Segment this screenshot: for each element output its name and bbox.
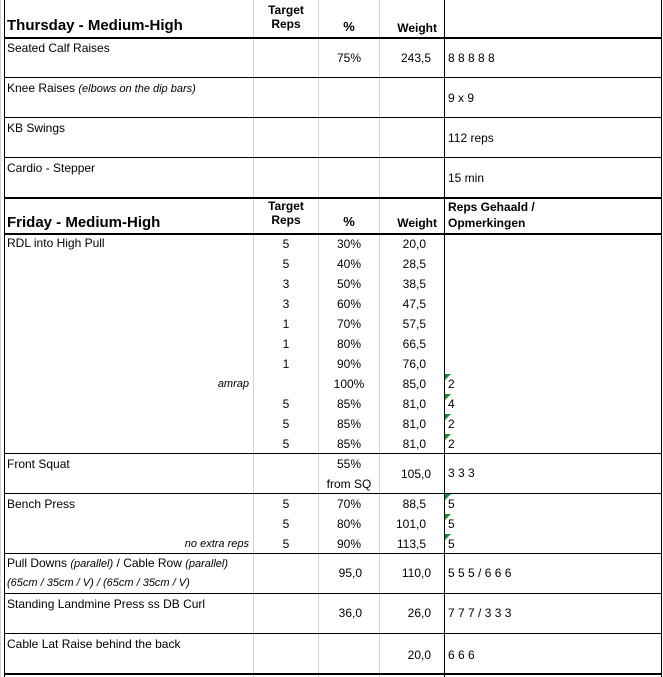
result-cell[interactable]: 2 <box>448 437 455 451</box>
result-cell[interactable]: 5 <box>448 497 455 511</box>
row-border <box>4 233 662 235</box>
exercise-name[interactable]: Bench Press <box>7 497 76 511</box>
header-target-reps: Target Reps <box>268 199 304 227</box>
column-border <box>444 0 445 677</box>
notes-cell[interactable]: 15 min <box>448 171 485 185</box>
weight-cell[interactable]: 28,5 <box>402 257 426 271</box>
reps-cell[interactable]: 5 <box>282 537 290 551</box>
comment-indicator-icon <box>445 374 451 380</box>
exercise-name-text: Pull Downs <box>7 556 68 570</box>
weight-cell[interactable]: 20,0 <box>407 648 431 662</box>
row-border <box>4 633 662 634</box>
weight-cell[interactable]: 81,0 <box>402 437 426 451</box>
weight-cell[interactable]: 113,5 <box>396 537 426 551</box>
exercise-name[interactable]: KB Swings <box>7 121 66 135</box>
pct-cell[interactable]: 80% <box>336 337 362 351</box>
header-weight: Weight <box>397 21 437 35</box>
comment-indicator-icon <box>445 414 451 420</box>
exercise-name[interactable] <box>7 81 196 96</box>
exercise-name[interactable]: Cardio - Stepper <box>7 161 96 175</box>
pct-cell[interactable]: 85% <box>336 417 362 431</box>
exercise-name[interactable]: Standing Landmine Press ss DB Curl <box>7 597 206 611</box>
comment-indicator-icon <box>445 494 451 500</box>
notes-cell[interactable]: 6 6 6 <box>448 648 475 662</box>
comment-indicator-icon <box>445 534 451 540</box>
reps-cell[interactable]: 5 <box>282 257 290 271</box>
comment-indicator-icon <box>445 514 451 520</box>
comment-indicator-icon <box>445 394 451 400</box>
pct-cell[interactable]: 85% <box>336 437 362 451</box>
pct-cell[interactable]: 90% <box>336 537 362 551</box>
exercise-note: (parallel) <box>185 558 229 570</box>
notes-cell[interactable]: 9 x 9 <box>448 91 475 105</box>
comment-indicator-icon <box>445 434 451 440</box>
weight-cell[interactable]: 76,0 <box>402 357 426 371</box>
reps-cell[interactable]: 5 <box>282 497 290 511</box>
separator: / <box>113 556 124 570</box>
row-border <box>4 593 662 594</box>
reps-cell[interactable]: 1 <box>282 317 290 331</box>
result-cell[interactable]: 5 <box>448 517 455 531</box>
reps-cell[interactable]: 1 <box>282 357 290 371</box>
weight-cell[interactable]: 47,5 <box>402 297 426 311</box>
pct-cell[interactable]: 36,0 <box>338 606 362 620</box>
reps-cell[interactable]: 3 <box>282 277 290 291</box>
pct-cell[interactable]: 75% <box>336 51 362 65</box>
weight-cell[interactable]: 57,5 <box>402 317 426 331</box>
pct-cell[interactable]: 85% <box>336 397 362 411</box>
header-pct: % <box>343 214 355 229</box>
weight-cell[interactable]: 110,0 <box>401 566 431 580</box>
notes-cell[interactable]: 5 5 5 / 6 6 6 <box>448 566 512 580</box>
pct-cell[interactable]: 55% <box>336 457 362 471</box>
reps-cell[interactable]: 5 <box>282 237 290 251</box>
weight-cell[interactable]: 81,0 <box>402 397 426 411</box>
pct-cell[interactable]: 50% <box>336 277 362 291</box>
row-border <box>4 673 662 675</box>
exercise-note: (elbows on the dip bars) <box>78 83 196 95</box>
pct-cell[interactable]: 80% <box>336 517 362 531</box>
pct-cell[interactable]: 95,0 <box>338 566 362 580</box>
row-border <box>4 553 662 554</box>
grid-line <box>0 0 1 677</box>
reps-cell[interactable]: 5 <box>282 517 290 531</box>
pct-cell[interactable]: 40% <box>336 257 362 271</box>
exercise-note: (parallel) <box>70 558 114 570</box>
header-pct: % <box>343 19 355 34</box>
section-title-thursday: Thursday - Medium-High <box>7 17 183 34</box>
column-border <box>4 0 5 677</box>
result-cell[interactable]: 5 <box>448 537 455 551</box>
pct-cell[interactable]: 70% <box>336 497 362 511</box>
section-title-friday: Friday - Medium-High <box>7 214 161 231</box>
row-border <box>4 117 662 118</box>
weight-cell[interactable]: 26,0 <box>407 606 431 620</box>
exercise-name[interactable]: Cable Lat Raise behind the back <box>7 637 181 651</box>
weight-cell[interactable]: 243,5 <box>400 51 431 65</box>
row-border <box>4 453 662 454</box>
pct-cell[interactable]: 90% <box>336 357 362 371</box>
exercise-name[interactable] <box>7 556 228 571</box>
weight-cell[interactable]: 38,5 <box>402 277 426 291</box>
weight-cell[interactable]: 88,5 <box>402 497 426 511</box>
weight-cell[interactable]: 105,0 <box>400 467 431 481</box>
header-target-reps: Target Reps <box>268 3 304 31</box>
weight-cell[interactable]: 20,0 <box>402 237 426 251</box>
reps-cell[interactable]: 5 <box>282 397 290 411</box>
exercise-name[interactable]: Front Squat <box>7 457 70 471</box>
exercise-name[interactable]: Seated Calf Raises <box>7 41 110 55</box>
set-label[interactable]: amrap <box>217 378 249 390</box>
reps-cell[interactable]: 3 <box>282 297 290 311</box>
result-cell[interactable]: 2 <box>448 417 455 431</box>
reps-cell[interactable]: 5 <box>282 437 290 451</box>
weight-cell[interactable]: 85,0 <box>402 377 426 391</box>
weight-cell[interactable]: 66,5 <box>402 337 426 351</box>
row-border <box>4 77 662 78</box>
column-border <box>661 0 662 677</box>
pct-cell[interactable]: 60% <box>336 297 362 311</box>
header-notes: Reps Gehaald / Opmerkingen <box>448 200 535 230</box>
exercise-subnote[interactable]: (65cm / 35cm / V) / (65cm / 35cm / V) <box>7 577 190 589</box>
notes-cell[interactable]: 8 8 8 8 8 <box>448 51 495 65</box>
header-weight: Weight <box>397 216 437 230</box>
notes-cell[interactable]: 3 3 3 <box>448 466 475 480</box>
exercise-name-text: Knee Raises <box>7 81 76 95</box>
exercise-name-text: Cable Row <box>123 556 182 570</box>
set-label[interactable]: no extra reps <box>184 538 249 550</box>
weight-cell[interactable]: 101,0 <box>395 517 426 531</box>
row-border <box>4 197 662 199</box>
pct-cell[interactable]: 30% <box>336 237 362 251</box>
weight-cell[interactable]: 81,0 <box>402 417 426 431</box>
notes-cell[interactable]: 7 7 7 / 3 3 3 <box>448 606 512 620</box>
pct-cell[interactable]: 70% <box>336 317 362 331</box>
row-border <box>4 157 662 158</box>
pct-cell[interactable]: 100% <box>333 377 365 391</box>
notes-cell[interactable]: 112 reps <box>448 131 494 145</box>
reps-cell[interactable]: 5 <box>282 417 290 431</box>
pct-note[interactable]: from SQ <box>326 477 372 491</box>
reps-cell[interactable]: 1 <box>282 337 290 351</box>
result-cell[interactable]: 4 <box>448 397 455 411</box>
result-cell[interactable]: 2 <box>448 377 455 391</box>
exercise-name[interactable]: RDL into High Pull <box>7 236 105 250</box>
row-border <box>4 37 662 39</box>
row-border <box>4 493 662 494</box>
